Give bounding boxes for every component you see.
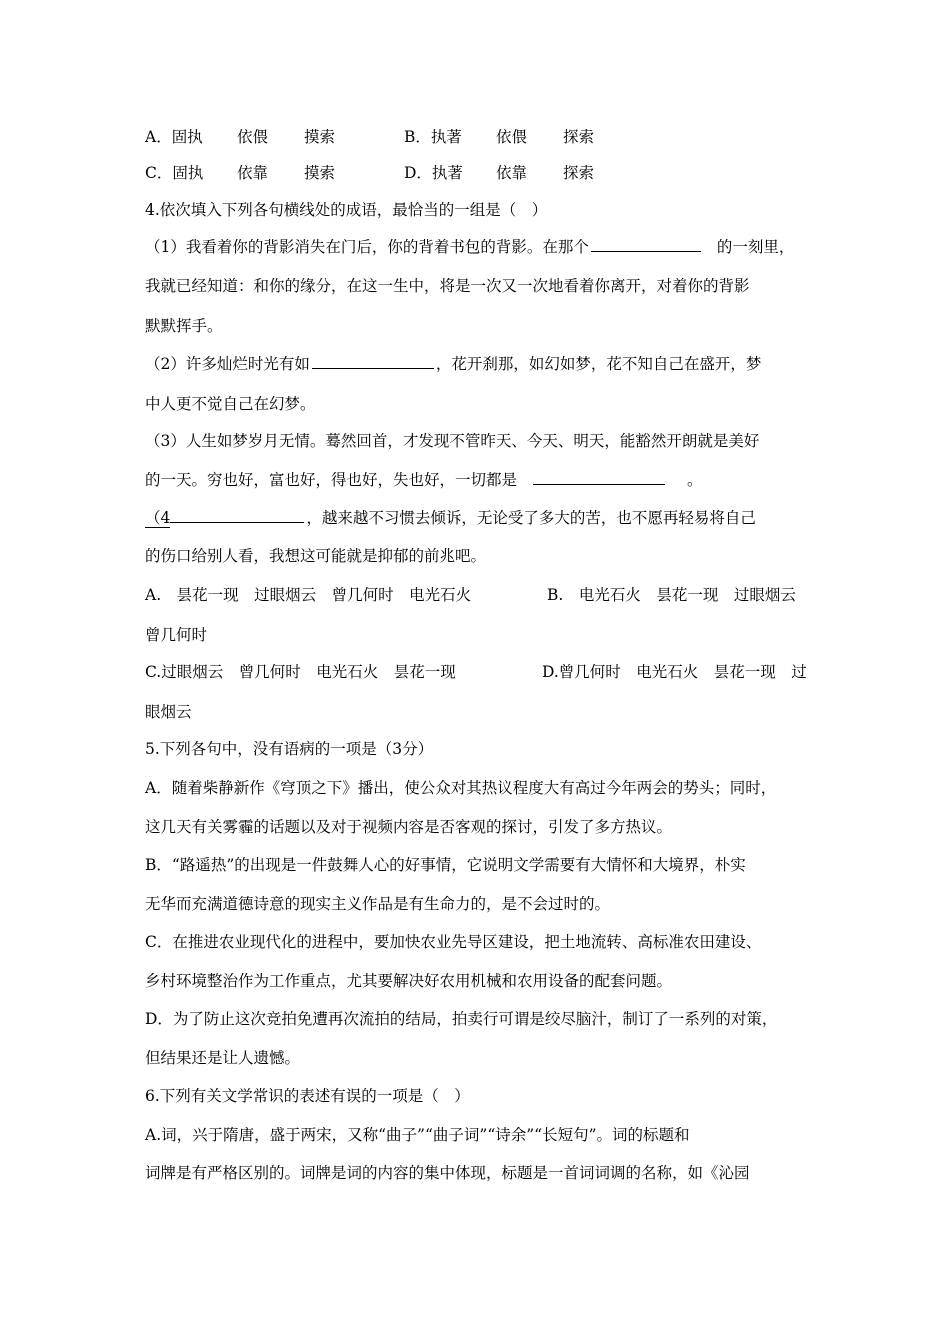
q4-option-b-cont: 曾几何时 — [145, 626, 208, 644]
q4-s1-text-b: 的一刻里， — [716, 238, 795, 256]
q4-sentence-3-line-2 — [145, 470, 815, 490]
q4-s4-line-2: 的伤口给别人看，我想这可能就是抑郁的前兆吧。 — [145, 547, 487, 565]
q4-s2-line-2: 中人更不觉自己在幻梦。 — [145, 395, 316, 413]
q4-option-c: C.过眼烟云 曾几何时 电光石火 昙花一现 — [145, 663, 456, 681]
q4-blank-4 — [170, 508, 304, 523]
q6-stem: 6.下列有关文学常识的表述有误的一项是（ ） — [145, 1087, 470, 1105]
q3-option-c-word3: 摸索 — [304, 164, 336, 182]
q6-option-a-line-1: A.词，兴于隋唐，盛于两宋，又称“曲子”“曲子词”“诗余”“长短句”。词的标题和 — [145, 1126, 690, 1144]
q5-option-d-line-1: D．为了防止这次竞拍免遭再次流拍的结局，拍卖行可谓是绞尽脑汁，制订了一系列的对策， — [145, 1010, 778, 1028]
q3-options-row-2 — [145, 163, 815, 183]
q4-s3-text-a: 的一天。穷也好，富也好，得也好，失也好，一切都是 — [145, 471, 518, 489]
q4-blank-3 — [533, 470, 665, 485]
q4-blank-1 — [591, 237, 701, 252]
q4-option-d: D.曾几何时 电光石火 昙花一现 过 — [542, 663, 807, 681]
q3-option-b-word2: 依偎 — [496, 128, 528, 146]
q3-options-row-1 — [145, 127, 815, 147]
q4-s4-text-a: （4 — [145, 509, 171, 527]
q4-blank-2 — [312, 354, 434, 369]
q5-option-d-line-2: 但结果还是让人遗憾。 — [145, 1049, 301, 1067]
q4-option-a: A. 昙花一现 过眼烟云 曾几何时 电光石火 — [145, 586, 472, 604]
q3-option-d-label: D．执著 — [404, 164, 463, 182]
q5-option-b-line-2: 无华而充满道德诗意的现实主义作品是有生命力的，是不会过时的。 — [145, 895, 611, 913]
q4-options-row-2 — [145, 662, 815, 682]
q4-option-b: B. 电光石火 昙花一现 过眼烟云 — [547, 586, 796, 604]
q4-sentence-1-line-1 — [145, 237, 815, 257]
q4-s1-text-a: （1）我看着你的背影消失在门后，你的背着书包的背影。在那个 — [145, 238, 589, 256]
q3-option-c-label: C．固执 — [145, 164, 204, 182]
q4-stem: 4.依次填入下列各句横线处的成语，最恰当的一组是（ ） — [145, 201, 548, 219]
q4-s3-line-1: （3）人生如梦岁月无情。蓦然回首，才发现不管昨天、今天、明天，能豁然开朗就是美好 — [145, 432, 760, 450]
q4-s1-line-3: 默默挥手。 — [145, 317, 223, 335]
q3-option-d-word2: 依靠 — [496, 164, 528, 182]
q4-options-row-1 — [145, 585, 815, 605]
q3-option-b-word3: 探索 — [563, 128, 595, 146]
q5-stem: 5.下列各句中，没有语病的一项是（3分） — [145, 740, 434, 758]
q4-option-d-cont: 眼烟云 — [145, 703, 192, 721]
q4-s2-text-a: （2）许多灿烂时光有如 — [145, 355, 310, 373]
q3-option-a-label: A．固执 — [145, 128, 203, 146]
q5-option-c-line-1: C．在推进农业现代化的进程中，要加快农业先导区建设，把土地流转、高标准农田建设、 — [145, 933, 762, 951]
q3-option-a-word2: 依偎 — [237, 128, 269, 146]
q4-s3-text-b: 。 — [687, 471, 703, 489]
q5-option-c-line-2: 乡村环境整治作为工作重点，尤其要解决好农用机械和农用设备的配套问题。 — [145, 972, 673, 990]
q3-option-c-word2: 依靠 — [237, 164, 269, 182]
q3-option-b-label: B．执著 — [404, 128, 462, 146]
q4-sentence-2-line-1 — [145, 354, 815, 374]
q3-option-d-word3: 探索 — [563, 164, 595, 182]
q5-option-b-line-1: B．“路遥热”的出现是一件鼓舞人心的好事情，它说明文学需要有大情怀和大境界，朴实 — [145, 856, 746, 874]
q4-s2-text-b: ，花开刹那，如幻如梦，花不知自己在盛开，梦 — [435, 355, 762, 373]
q4-s1-line-2: 我就已经知道：和你的缘分，在这一生中，将是一次又一次地看着你离开，对着你的背影 — [145, 277, 750, 295]
q4-sentence-4-line-1 — [145, 508, 815, 528]
q3-option-a-word3: 摸索 — [304, 128, 336, 146]
q4-s4-text-b: ，越来越不习惯去倾诉，无论受了多大的苦，也不愿再轻易将自己 — [306, 509, 756, 527]
q6-option-a-line-2: 词牌是有严格区别的。词牌是词的内容的集中体现，标题是一首词词调的名称，如《沁园 — [145, 1164, 750, 1182]
q5-option-a-line-2: 这几天有关雾霾的话题以及对于视频内容是否客观的探讨，引发了多方热议。 — [145, 818, 673, 836]
q5-option-a-line-1: A．随着柴静新作《穹顶之下》播出，使公众对其热议程度大有高过今年两会的势头；同时， — [145, 779, 777, 797]
